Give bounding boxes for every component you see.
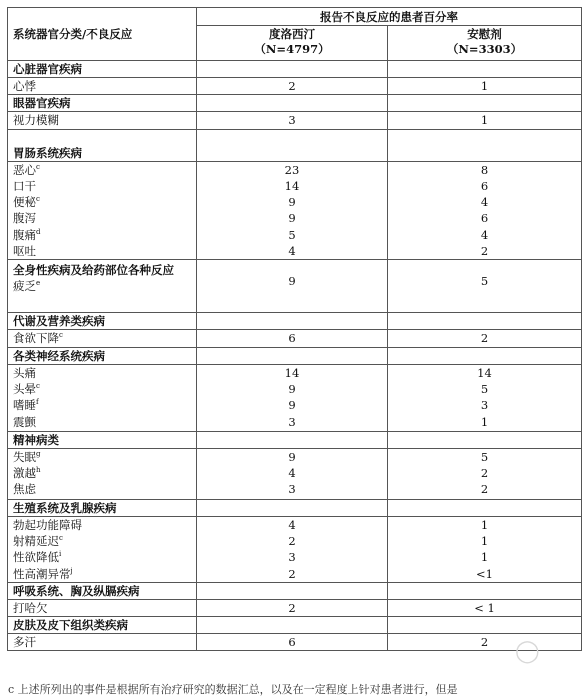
value-drug2: 2	[480, 482, 489, 497]
empty-cell	[197, 347, 388, 364]
value-drug2: 8	[480, 162, 489, 177]
values-drug2	[388, 330, 582, 347]
footnote: c 上述所列出的事件是根据所有治疗研究的数据汇总，以及在一定程度上针对患者进行，但是	[8, 683, 458, 696]
drug1-n: （N=4797）	[254, 42, 330, 56]
table-body	[8, 61, 582, 651]
header-group-title: 报告不良反应的患者百分率	[197, 8, 582, 26]
empty-cell	[388, 617, 582, 634]
value-drug2: 2	[480, 635, 489, 650]
item-labels	[8, 364, 197, 431]
item-label: 口干	[13, 178, 36, 193]
footnote-marker: c	[36, 162, 40, 171]
value-drug2: 4	[480, 195, 489, 210]
value-drug1: 2	[288, 533, 296, 548]
item-labels	[8, 161, 197, 260]
list-item	[13, 178, 196, 194]
section-name: 各类神经系统疾病	[8, 347, 197, 364]
empty-cell	[388, 347, 582, 364]
values-drug2	[388, 448, 582, 499]
item-label: 勃起功能障碍	[13, 517, 82, 532]
empty-cell	[197, 499, 388, 516]
section-row	[8, 431, 582, 448]
footnote-marker: f	[36, 398, 39, 407]
section-name: 眼器官疾病	[8, 95, 197, 112]
list-item	[13, 465, 196, 481]
item-labels	[8, 112, 197, 129]
empty-cell	[388, 499, 582, 516]
item-label: 腹泻	[13, 211, 36, 226]
item-label: 性高潮异常	[13, 566, 71, 581]
values-drug1	[197, 112, 388, 129]
values-drug1	[197, 516, 388, 582]
header-soc: 系统器官分类/不良反应	[8, 8, 197, 61]
value-drug1: 9	[288, 381, 296, 396]
empty-cell	[197, 431, 388, 448]
item-label: 多汗	[13, 635, 36, 650]
item-labels	[8, 330, 197, 347]
item-row	[8, 516, 582, 582]
section-name: 皮肤及皮下组织类疾病	[8, 617, 197, 634]
section-row	[8, 313, 582, 330]
value-drug2: 3	[480, 398, 489, 413]
value-drug1: 4	[288, 244, 296, 259]
footnote-marker: c	[59, 533, 63, 542]
value-drug1: 9	[288, 195, 296, 210]
value-drug1: 9	[197, 260, 388, 313]
value-drug1: 4	[288, 517, 296, 532]
value-drug1: 14	[284, 365, 300, 380]
drug2-name: 安慰剂	[467, 27, 502, 41]
item-label: 失眠	[13, 449, 36, 464]
header-drug1	[197, 26, 388, 61]
value-drug1: 5	[288, 227, 296, 242]
watermark-logo: ◯	[515, 639, 540, 664]
value-drug1: 9	[288, 449, 296, 464]
value-drug2: < 1	[474, 600, 495, 615]
empty-cell	[197, 617, 388, 634]
footnote-marker: i	[59, 550, 62, 559]
section-row	[8, 347, 582, 364]
item-label: 恶心	[13, 162, 36, 177]
empty-cell	[197, 129, 388, 161]
list-item	[13, 517, 196, 533]
section-row	[8, 260, 582, 313]
section-row	[8, 617, 582, 634]
item-label: 视力模糊	[13, 113, 59, 128]
section-name: 生殖系统及乳腺疾病	[8, 499, 197, 516]
item-label	[13, 278, 196, 294]
footnote-marker: c	[59, 331, 63, 340]
list-item	[13, 397, 196, 413]
values-drug1	[197, 634, 388, 651]
section-name: 心脏器官疾病	[8, 61, 197, 78]
value-drug1: 3	[288, 550, 296, 565]
item-row	[8, 161, 582, 260]
list-item	[13, 381, 196, 397]
empty-cell	[388, 313, 582, 330]
item-labels	[8, 634, 197, 651]
values-drug2	[388, 364, 582, 431]
item-row	[8, 634, 582, 651]
value-drug2: 6	[480, 211, 489, 226]
item-label-text: 疲乏	[13, 279, 36, 294]
values-drug1	[197, 364, 388, 431]
item-row	[8, 330, 582, 347]
item-label: 便秘	[13, 195, 36, 210]
item-label: 头晕	[13, 381, 36, 396]
item-row	[8, 112, 582, 129]
value-drug1: 3	[288, 482, 296, 497]
value-drug1: 3	[288, 113, 296, 128]
item-row	[8, 599, 582, 616]
section-name: 代谢及营养类疾病	[8, 313, 197, 330]
values-drug1	[197, 448, 388, 499]
header-drug2	[388, 26, 582, 61]
value-drug2: 1	[480, 550, 489, 565]
footnote-marker: h	[36, 465, 41, 474]
section-row	[8, 129, 582, 161]
item-label: 震颤	[13, 414, 36, 429]
value-drug1: 23	[284, 162, 300, 177]
value-drug2: 2	[480, 465, 489, 480]
item-label: 头痛	[13, 365, 36, 380]
footnote-marker: j	[70, 566, 73, 575]
list-item	[13, 533, 196, 549]
value-drug1: 14	[284, 178, 300, 193]
list-item	[13, 162, 196, 178]
list-item	[13, 481, 196, 497]
value-drug2: 1	[480, 113, 489, 128]
value-drug1: 9	[288, 211, 296, 226]
values-drug2	[388, 599, 582, 616]
item-row	[8, 78, 582, 95]
empty-cell	[197, 61, 388, 78]
list-item	[13, 227, 196, 243]
value-drug1: 9	[288, 398, 296, 413]
value-drug2: 2	[480, 244, 489, 259]
item-label: 焦虑	[13, 482, 36, 497]
section-row	[8, 499, 582, 516]
item-label: 打哈欠	[13, 600, 48, 615]
item-row	[8, 364, 582, 431]
item-labels	[8, 599, 197, 616]
item-label: 性欲降低	[13, 550, 59, 565]
list-item	[13, 365, 196, 381]
list-item	[13, 414, 196, 430]
list-item	[13, 330, 196, 346]
empty-cell	[388, 95, 582, 112]
item-label: 激越	[13, 465, 36, 480]
section-name: 全身性疾病及给药部位各种反应	[13, 263, 174, 278]
adverse-reaction-table	[7, 7, 582, 651]
values-drug1	[197, 330, 388, 347]
value-drug2: 5	[480, 449, 489, 464]
list-item	[13, 549, 196, 565]
empty-cell	[388, 61, 582, 78]
footnote-marker: e	[36, 279, 41, 288]
drug1-name: 度洛西汀	[269, 27, 315, 41]
section-name: 胃肠系统疾病	[8, 129, 197, 161]
value-drug2: 14	[477, 365, 492, 380]
values-drug2	[388, 112, 582, 129]
value-drug2: 5	[480, 381, 489, 396]
value-drug1: 2	[288, 600, 296, 615]
section-row	[8, 95, 582, 112]
item-label: 腹痛	[13, 227, 36, 242]
empty-cell	[388, 431, 582, 448]
footnote-marker: c	[36, 195, 40, 204]
values-drug1	[197, 599, 388, 616]
list-item	[13, 634, 196, 650]
list-item	[13, 210, 196, 226]
value-drug1: 6	[288, 635, 296, 650]
value-drug2: 2	[480, 331, 489, 346]
empty-cell	[388, 582, 582, 599]
item-labels	[8, 78, 197, 95]
list-item	[13, 78, 196, 94]
item-label: 心悸	[13, 79, 36, 93]
section-cell	[8, 260, 197, 313]
item-row	[8, 448, 582, 499]
list-item	[13, 566, 196, 582]
section-row	[8, 582, 582, 599]
item-labels	[8, 516, 197, 582]
value-drug2: 1	[480, 533, 489, 548]
list-item	[13, 112, 196, 128]
value-drug2: 1	[480, 517, 489, 532]
values-drug2	[388, 516, 582, 582]
section-name: 呼吸系统、胸及纵膈疾病	[8, 582, 197, 599]
value-drug2: 5	[388, 260, 582, 313]
list-item	[13, 243, 196, 259]
item-label: 射精延迟	[13, 533, 59, 548]
value-drug2: <1	[476, 566, 493, 581]
value-drug2: 1	[480, 414, 489, 429]
section-row	[8, 61, 582, 78]
list-item	[13, 600, 196, 616]
empty-cell	[197, 582, 388, 599]
value-drug1: 2	[288, 79, 296, 93]
value-drug1: 2	[288, 566, 296, 581]
value-drug2: 6	[480, 178, 489, 193]
value-drug2: 1	[480, 79, 489, 93]
value-drug2: 4	[480, 227, 489, 242]
value-drug1: 3	[288, 414, 296, 429]
values-drug2	[388, 161, 582, 260]
footnote-marker: d	[36, 227, 41, 236]
item-label: 食欲下降	[13, 331, 59, 346]
values-drug2	[388, 634, 582, 651]
section-name: 精神病类	[8, 431, 197, 448]
empty-cell	[197, 313, 388, 330]
footnote-marker: g	[36, 449, 41, 458]
values-drug1	[197, 161, 388, 260]
footnote-marker: c	[36, 381, 40, 390]
drug2-n: （N=3303）	[446, 42, 523, 56]
values-drug2	[388, 78, 582, 95]
value-drug1: 6	[288, 331, 296, 346]
value-drug1: 4	[288, 465, 296, 480]
item-labels	[8, 448, 197, 499]
empty-cell	[197, 95, 388, 112]
list-item	[13, 449, 196, 465]
values-drug1	[197, 78, 388, 95]
list-item	[13, 194, 196, 210]
item-label: 呕吐	[13, 244, 36, 259]
empty-cell	[388, 129, 582, 161]
item-label: 嗜睡	[13, 398, 36, 413]
